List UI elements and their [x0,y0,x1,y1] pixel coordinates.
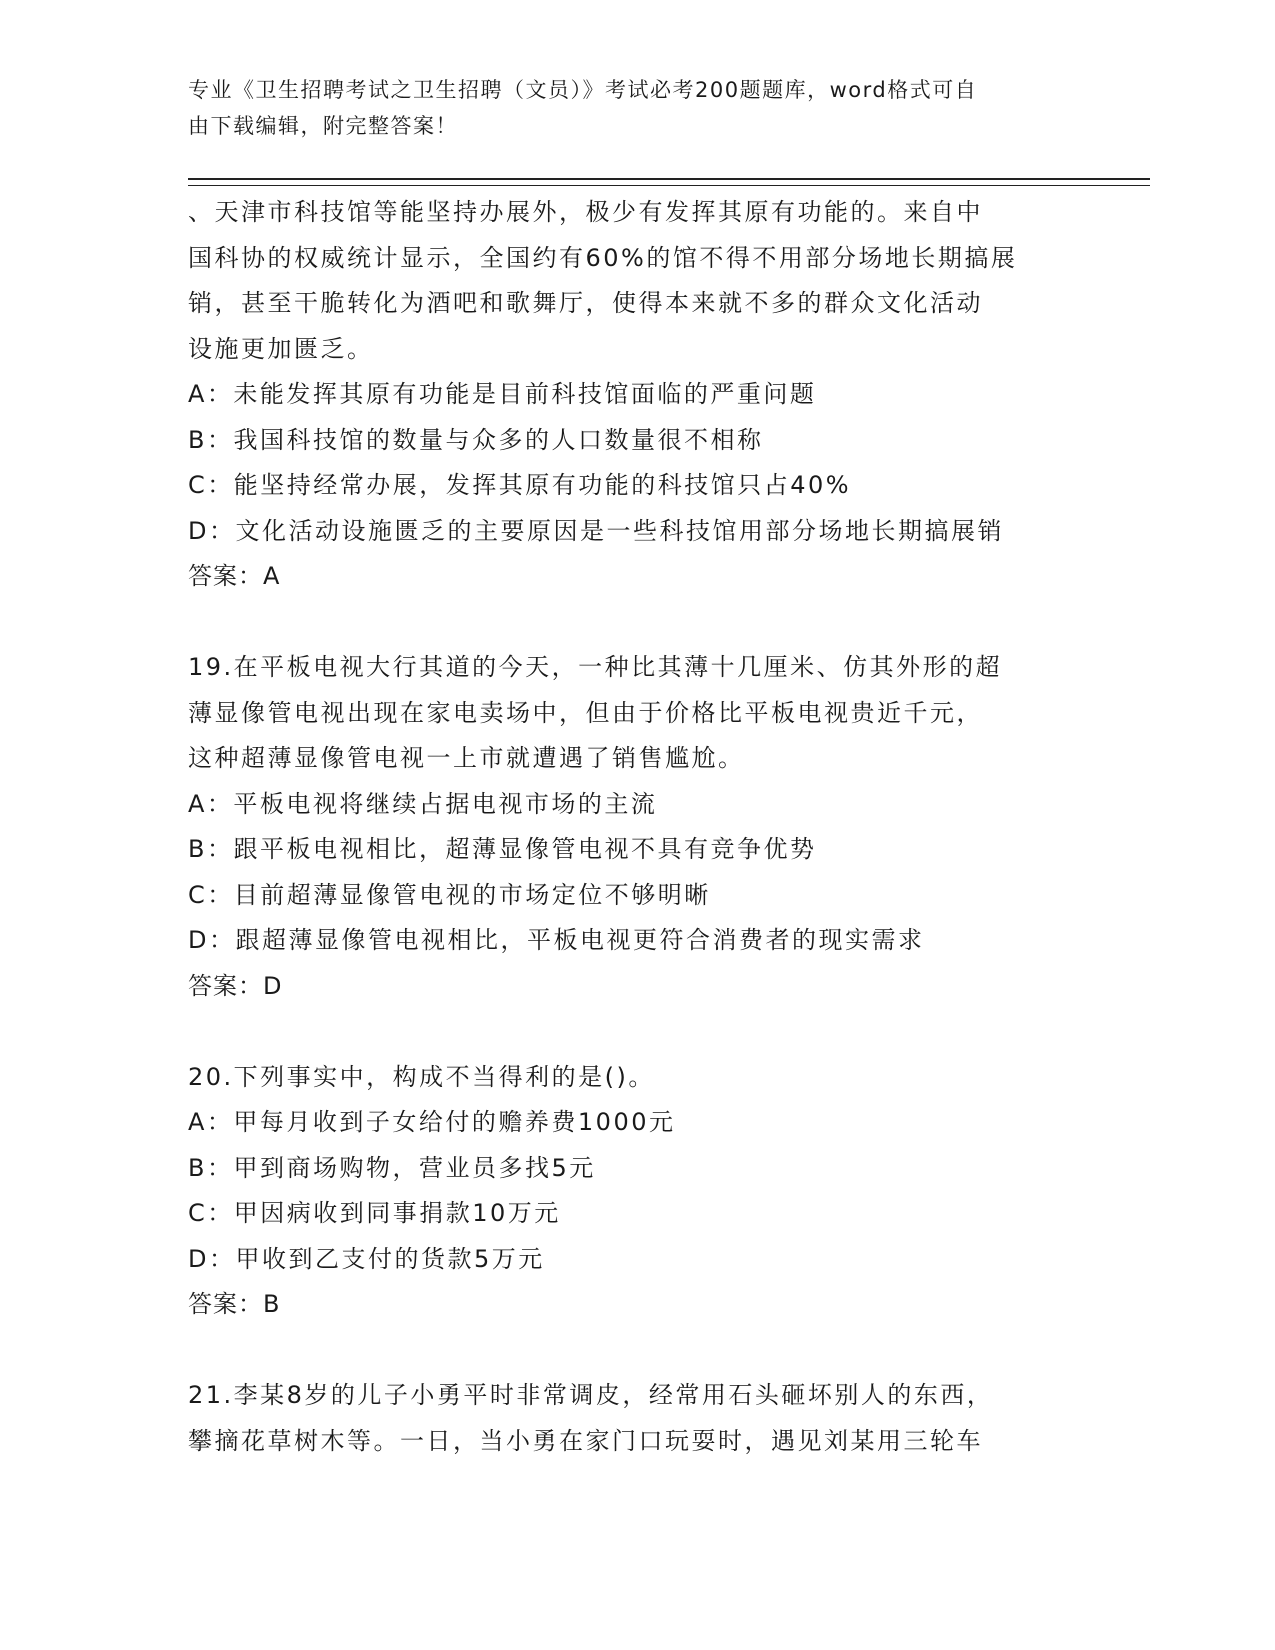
question-stem-line: 攀摘花草树木等。一日，当小勇在家门口玩耍时，遇见刘某用三轮车 [188,1426,983,1455]
question-stem-line: 销，甚至干脆转化为酒吧和歌舞厅，使得本来就不多的群众文化活动 [188,289,983,317]
question-19 [188,645,1088,1009]
document-header [188,72,1068,144]
option-a: A：甲每月收到子女给付的赡养费1000元 [188,1108,676,1136]
spacer [188,1009,1088,1055]
option-d: D：跟超薄显像管电视相比，平板电视更符合消费者的现实需求 [188,926,925,954]
question-stem-line: 这种超薄显像管电视一上市就遭遇了销售尴尬。 [188,744,745,772]
question-content [188,190,1088,1464]
option-c: C：甲因病收到同事捐款10万元 [188,1199,561,1227]
option-a: A：平板电视将继续占据电视市场的主流 [188,789,658,818]
question-21 [188,1373,1088,1464]
option-c: C：目前超薄显像管电视的市场定位不够明晰 [188,880,711,909]
spacer [188,1328,1088,1374]
question-stem-line: 、天津市科技馆等能坚持办展外，极少有发挥其原有功能的。来自中 [188,198,983,226]
option-b: B：甲到商场购物，营业员多找5元 [188,1153,596,1182]
option-d: D：甲收到乙支付的货款5万元 [188,1244,545,1273]
option-c: C：能坚持经常办展，发挥其原有功能的科技馆只占40% [188,471,852,499]
question-stem-line: 设施更加匮乏。 [188,334,374,363]
answer-line: 答案：B [188,1290,281,1318]
option-b: B：跟平板电视相比，超薄显像管电视不具有竞争优势 [188,835,817,863]
question-stem-line: 薄显像管电视出现在家电卖场中，但由于价格比平板电视贵近千元， [188,698,983,727]
option-d: D：文化活动设施匮乏的主要原因是一些科技馆用部分场地长期搞展销 [188,516,1004,545]
question-stem-line: 国科协的权威统计显示，全国约有60%的馆不得不用部分场地长期搞展 [188,243,1018,272]
header-line: 专业《卫生招聘考试之卫生招聘（文员）》考试必考200题题库，word格式可自 [188,78,978,102]
question-stem-line: 21.李某8岁的儿子小勇平时非常调皮，经常用石头砸坏别人的东西， [188,1381,994,1409]
header-divider [188,178,1150,186]
option-a: A：未能发挥其原有功能是目前科技馆面临的严重问题 [188,380,817,408]
question-20 [188,1055,1088,1328]
spacer [188,600,1088,646]
question-stem-line: 20.下列事实中，构成不当得利的是()。 [188,1062,655,1091]
header-line: 由下载编辑，附完整答案！ [188,114,458,138]
option-b: B：我国科技馆的数量与众多的人口数量很不相称 [188,425,764,454]
question-stem-line: 19.在平板电视大行其道的今天，一种比其薄十几厘米、仿其外形的超 [188,653,1003,681]
question-18 [188,190,1088,600]
answer-line: 答案：D [188,971,283,1000]
answer-line: 答案：A [188,562,281,590]
